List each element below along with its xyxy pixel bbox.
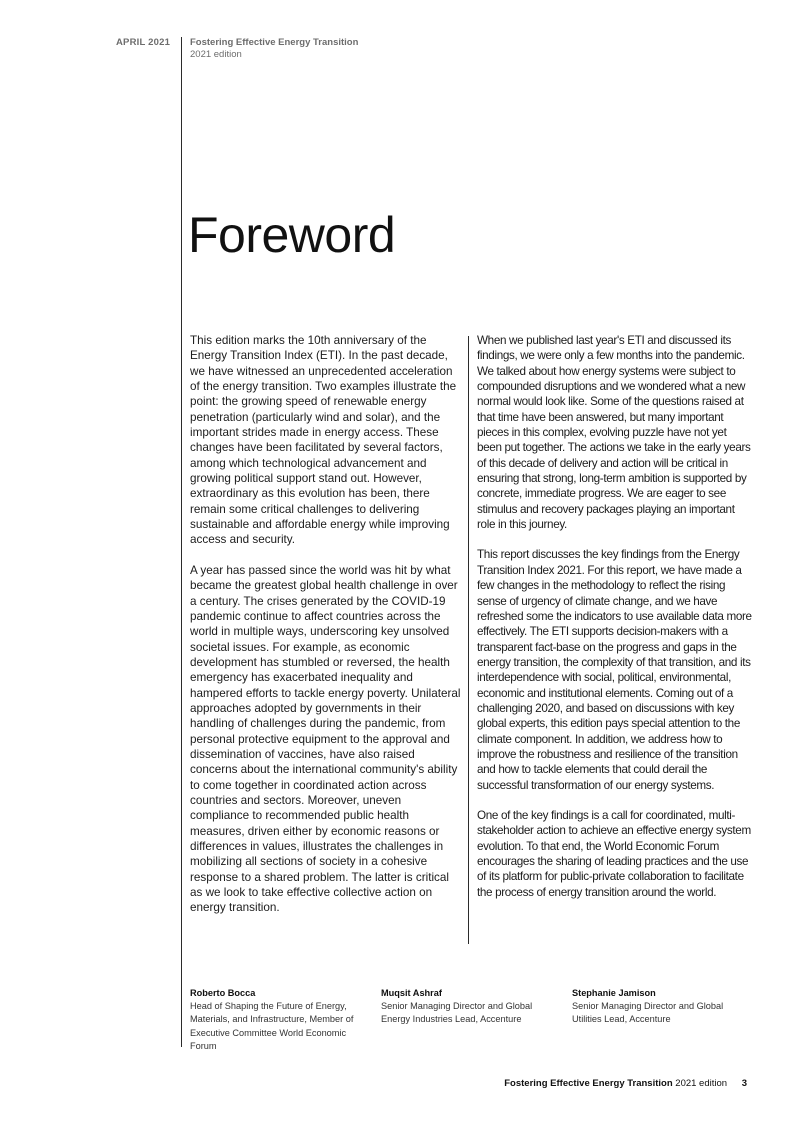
signatory-name: Roberto Bocca bbox=[190, 988, 256, 998]
page-title: Foreword bbox=[188, 207, 396, 263]
header-vertical-rule bbox=[181, 37, 182, 1047]
left-column bbox=[190, 333, 463, 916]
signatory-2 bbox=[381, 987, 561, 1027]
left-paragraph-1: This edition marks the 10th anniversary of the Energy Transition Index (ETI). In the past decade, we have witnessed an unprecedented acceleration of the energy transition. Two examples illustrate the point: the growing speed of renewable energy penetration (particularly wind and solar), and the important strides made in energy access. These changes have been facilitated by several factors, among which technological advancement and growing political support stand out. However, extraordinary as this evolution has been, there remain some critical challenges to delivering sustainable and affordable energy while improving access and security. bbox=[190, 334, 457, 547]
header-edition: 2021 edition bbox=[190, 49, 242, 60]
page-footer bbox=[504, 1078, 747, 1089]
page-number: 3 bbox=[741, 1078, 747, 1089]
signatory-1 bbox=[190, 987, 370, 1053]
signatory-role: Senior Managing Director and Global Energy Industries Lead, Accenture bbox=[381, 1001, 533, 1025]
footer-edition: 2021 edition bbox=[675, 1078, 728, 1089]
footer-title: Fostering Effective Energy Transition bbox=[504, 1078, 673, 1089]
right-paragraph-2: This report discusses the key findings from the Energy Transition Index 2021. For this report, we have made a few changes in the methodology to reflect the rising sense of urgency of climate change, and we have refreshed some the indicators to use available data more effectively. The ETI supports decision-makers with a transparent fact-base on the progress and gaps in the energy transition, the complexity of that transition, and its interdependence with social, political, environmental, economic and institutional elements. Coming out of a challenging 2020, and based on discussions with key global experts, this edition pays special attention to the climate component. In addition, we address how to improve the robustness and resilience of the transition and how to tackle elements that could derail the successful transformation of our energy systems. bbox=[477, 548, 752, 792]
signatory-name: Stephanie Jamison bbox=[572, 988, 656, 998]
right-column bbox=[477, 333, 752, 900]
header-date: APRIL 2021 bbox=[116, 37, 171, 48]
signatory-3 bbox=[572, 987, 752, 1027]
column-divider bbox=[468, 336, 469, 944]
signatory-name: Muqsit Ashraf bbox=[381, 988, 442, 998]
header-title: Fostering Effective Energy Transition bbox=[190, 37, 359, 48]
signatory-role: Senior Managing Director and Global Utilities Lead, Accenture bbox=[572, 1001, 724, 1025]
left-paragraph-2: A year has passed since the world was hit by what became the greatest global health challenge in over a century. The crises generated by the COVID-19 pandemic continue to affect countries across the world in multiple ways, underscoring key unsolved societal issues. For example, as economic development has stumbled or reversed, the health emergency has exacerbated inequality and hampered efforts to tackle energy poverty. Unilateral approaches adopted by governments in their handling of challenges during the pandemic, from personal protective equipment to the approval and dissemination of vaccines, have also raised concerns about the international community's ability to come together in coordinated action across countries and sectors. Moreover, uneven compliance to recommended public health measures, driven either by economic reasons or differences in values, illustrates the challenges in mobilizing all sections of society in a cohesive response to a shared problem. The latter is critical as we look to take effective collective action on energy transition. bbox=[190, 563, 461, 915]
signatory-role: Head of Shaping the Future of Energy, Materials, and Infrastructure, Member of Executive Committee World Economic Forum bbox=[190, 1001, 354, 1051]
right-paragraph-3: One of the key findings is a call for coordinated, multi-stakeholder action to achieve an effective energy system evolution. To that end, the World Economic Forum encourages the sharing of leading practices and the use of its platform for public-private collaboration to facilitate the process of energy transition around the world. bbox=[477, 808, 751, 899]
right-paragraph-1: When we published last year's ETI and discussed its findings, we were only a few months into the pandemic. We talked about how energy systems were subject to compounded disruptions and we wondered what a new normal would look like. Some of the questions raised at that time have been answered, but many important pieces in this complex, evolving puzzle have not yet been put together. The actions we take in the early years of this decade of delivery and action will be critical in ensuring that strong, long-term ambition is supported by concrete, immediate progress. We are eager to see stimulus and recovery packages playing an important role in this journey. bbox=[477, 334, 751, 532]
